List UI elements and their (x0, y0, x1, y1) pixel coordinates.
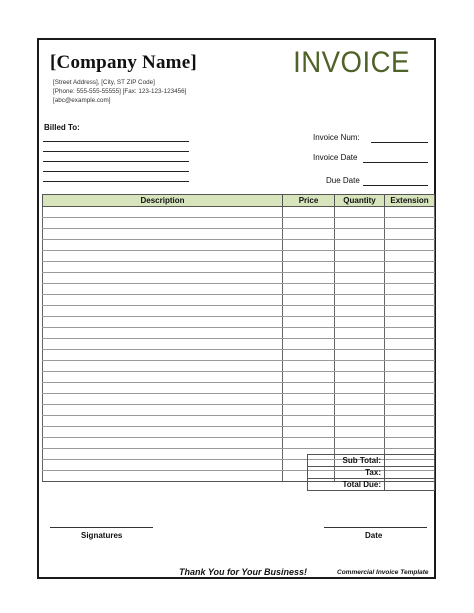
column-header-extension: Extension (385, 195, 435, 207)
table-row (43, 240, 435, 251)
extension-cell[interactable] (385, 273, 435, 284)
quantity-cell[interactable] (335, 207, 385, 218)
quantity-cell[interactable] (335, 427, 385, 438)
description-cell[interactable] (43, 460, 283, 471)
total-due-label: Total Due: (308, 479, 385, 491)
price-cell[interactable] (283, 284, 335, 295)
description-cell[interactable] (43, 372, 283, 383)
tax-value[interactable] (385, 467, 435, 479)
table-row (43, 416, 435, 427)
price-cell[interactable] (283, 328, 335, 339)
table-row (43, 361, 435, 372)
company-address[interactable]: [Street Address], [City, ST ZIP Code] (53, 79, 155, 86)
table-row (43, 339, 435, 350)
billed-to-line-4[interactable] (43, 171, 189, 172)
description-cell[interactable] (43, 317, 283, 328)
table-row (43, 350, 435, 361)
quantity-cell[interactable] (335, 284, 385, 295)
description-cell[interactable] (43, 361, 283, 372)
price-cell[interactable] (283, 273, 335, 284)
price-cell[interactable] (283, 339, 335, 350)
billed-to-line-3[interactable] (43, 161, 189, 162)
extension-cell[interactable] (385, 229, 435, 240)
extension-cell[interactable] (385, 350, 435, 361)
description-cell[interactable] (43, 416, 283, 427)
description-cell[interactable] (43, 262, 283, 273)
totals-table (307, 454, 435, 491)
price-cell[interactable] (283, 218, 335, 229)
quantity-cell[interactable] (335, 339, 385, 350)
description-cell[interactable] (43, 449, 283, 460)
description-cell[interactable] (43, 438, 283, 449)
description-cell[interactable] (43, 383, 283, 394)
description-cell[interactable] (43, 295, 283, 306)
column-header-description: Description (43, 195, 283, 207)
thank-you-message: Thank You for Your Business! (179, 567, 308, 577)
extension-cell[interactable] (385, 361, 435, 372)
price-cell[interactable] (283, 240, 335, 251)
price-cell[interactable] (283, 405, 335, 416)
table-row (43, 372, 435, 383)
price-cell[interactable] (283, 295, 335, 306)
column-header-price: Price (283, 195, 335, 207)
extension-cell[interactable] (385, 438, 435, 449)
description-cell[interactable] (43, 394, 283, 405)
extension-cell[interactable] (385, 207, 435, 218)
table-row (43, 295, 435, 306)
table-row (43, 218, 435, 229)
extension-cell[interactable] (385, 317, 435, 328)
extension-cell[interactable] (385, 262, 435, 273)
quantity-cell[interactable] (335, 251, 385, 262)
tax-row (308, 467, 435, 479)
table-row (43, 328, 435, 339)
due-date-label: Due Date (326, 176, 360, 185)
signature-line[interactable] (50, 527, 153, 528)
price-cell[interactable] (283, 361, 335, 372)
extension-cell[interactable] (385, 339, 435, 350)
extension-cell[interactable] (385, 405, 435, 416)
table-row (43, 438, 435, 449)
table-row (43, 317, 435, 328)
quantity-cell[interactable] (335, 372, 385, 383)
billed-to-line-1[interactable] (43, 141, 189, 142)
quantity-cell[interactable] (335, 328, 385, 339)
extension-cell[interactable] (385, 251, 435, 262)
description-cell[interactable] (43, 229, 283, 240)
extension-cell[interactable] (385, 383, 435, 394)
table-row (43, 229, 435, 240)
company-name[interactable]: [Company Name] (50, 52, 197, 73)
price-cell[interactable] (283, 251, 335, 262)
price-cell[interactable] (283, 427, 335, 438)
extension-cell[interactable] (385, 372, 435, 383)
line-items-table (42, 194, 435, 482)
description-cell[interactable] (43, 251, 283, 262)
price-cell[interactable] (283, 383, 335, 394)
table-row (43, 383, 435, 394)
description-cell[interactable] (43, 427, 283, 438)
description-cell[interactable] (43, 350, 283, 361)
quantity-cell[interactable] (335, 405, 385, 416)
table-row (43, 405, 435, 416)
billed-to-label: Billed To: (44, 123, 80, 132)
extension-cell[interactable] (385, 295, 435, 306)
invoice-sheet (37, 38, 436, 579)
template-name: Commercial Invoice Template (337, 569, 429, 576)
invoice-date-label: Invoice Date (313, 153, 358, 162)
billed-to-line-2[interactable] (43, 151, 189, 152)
price-cell[interactable] (283, 372, 335, 383)
price-cell[interactable] (283, 438, 335, 449)
extension-cell[interactable] (385, 306, 435, 317)
price-cell[interactable] (283, 229, 335, 240)
extension-cell[interactable] (385, 427, 435, 438)
price-cell[interactable] (283, 262, 335, 273)
quantity-cell[interactable] (335, 317, 385, 328)
description-cell[interactable] (43, 405, 283, 416)
table-row (43, 273, 435, 284)
description-cell[interactable] (43, 207, 283, 218)
total-due-value[interactable] (385, 479, 435, 491)
table-row (43, 427, 435, 438)
description-cell[interactable] (43, 240, 283, 251)
quantity-cell[interactable] (335, 361, 385, 372)
description-cell[interactable] (43, 471, 283, 482)
quantity-cell[interactable] (335, 229, 385, 240)
subtotal-label: Sub Total: (308, 455, 385, 467)
tax-label: Tax: (308, 467, 385, 479)
invoice-title: INVOICE (293, 46, 410, 79)
quantity-cell[interactable] (335, 416, 385, 427)
extension-cell[interactable] (385, 284, 435, 295)
table-row (43, 251, 435, 262)
column-header-quantity: Quantity (335, 195, 385, 207)
quantity-cell[interactable] (335, 394, 385, 405)
date-line[interactable] (324, 527, 427, 528)
description-cell[interactable] (43, 284, 283, 295)
signatures-label: Signatures (81, 531, 123, 540)
due-date-field[interactable] (363, 185, 428, 186)
extension-cell[interactable] (385, 416, 435, 427)
description-cell[interactable] (43, 328, 283, 339)
invoice-num-field[interactable] (371, 142, 428, 143)
price-cell[interactable] (283, 394, 335, 405)
extension-cell[interactable] (385, 328, 435, 339)
date-label: Date (365, 531, 383, 540)
company-phone-fax[interactable]: [Phone: 555-555-55555] [Fax: 123-123-123456] (53, 88, 187, 95)
invoice-date-field[interactable] (363, 162, 428, 163)
table-row (43, 306, 435, 317)
extension-cell[interactable] (385, 218, 435, 229)
extension-cell[interactable] (385, 240, 435, 251)
table-row (43, 262, 435, 273)
subtotal-value[interactable] (385, 455, 435, 467)
subtotal-row (308, 455, 435, 467)
description-cell[interactable] (43, 306, 283, 317)
description-cell[interactable] (43, 339, 283, 350)
price-cell[interactable] (283, 350, 335, 361)
quantity-cell[interactable] (335, 262, 385, 273)
table-row (43, 284, 435, 295)
quantity-cell[interactable] (335, 240, 385, 251)
quantity-cell[interactable] (335, 306, 385, 317)
quantity-cell[interactable] (335, 218, 385, 229)
quantity-cell[interactable] (335, 438, 385, 449)
price-cell[interactable] (283, 317, 335, 328)
company-email[interactable]: [abc@example.com] (53, 97, 111, 104)
table-header-row (43, 195, 435, 207)
table-row (43, 394, 435, 405)
price-cell[interactable] (283, 207, 335, 218)
billed-to-line-5[interactable] (43, 181, 189, 182)
description-cell[interactable] (43, 273, 283, 284)
table-row (43, 207, 435, 218)
quantity-cell[interactable] (335, 273, 385, 284)
extension-cell[interactable] (385, 394, 435, 405)
quantity-cell[interactable] (335, 350, 385, 361)
quantity-cell[interactable] (335, 383, 385, 394)
total-due-row (308, 479, 435, 491)
price-cell[interactable] (283, 416, 335, 427)
description-cell[interactable] (43, 218, 283, 229)
price-cell[interactable] (283, 306, 335, 317)
invoice-num-label: Invoice Num: (313, 133, 360, 142)
quantity-cell[interactable] (335, 295, 385, 306)
